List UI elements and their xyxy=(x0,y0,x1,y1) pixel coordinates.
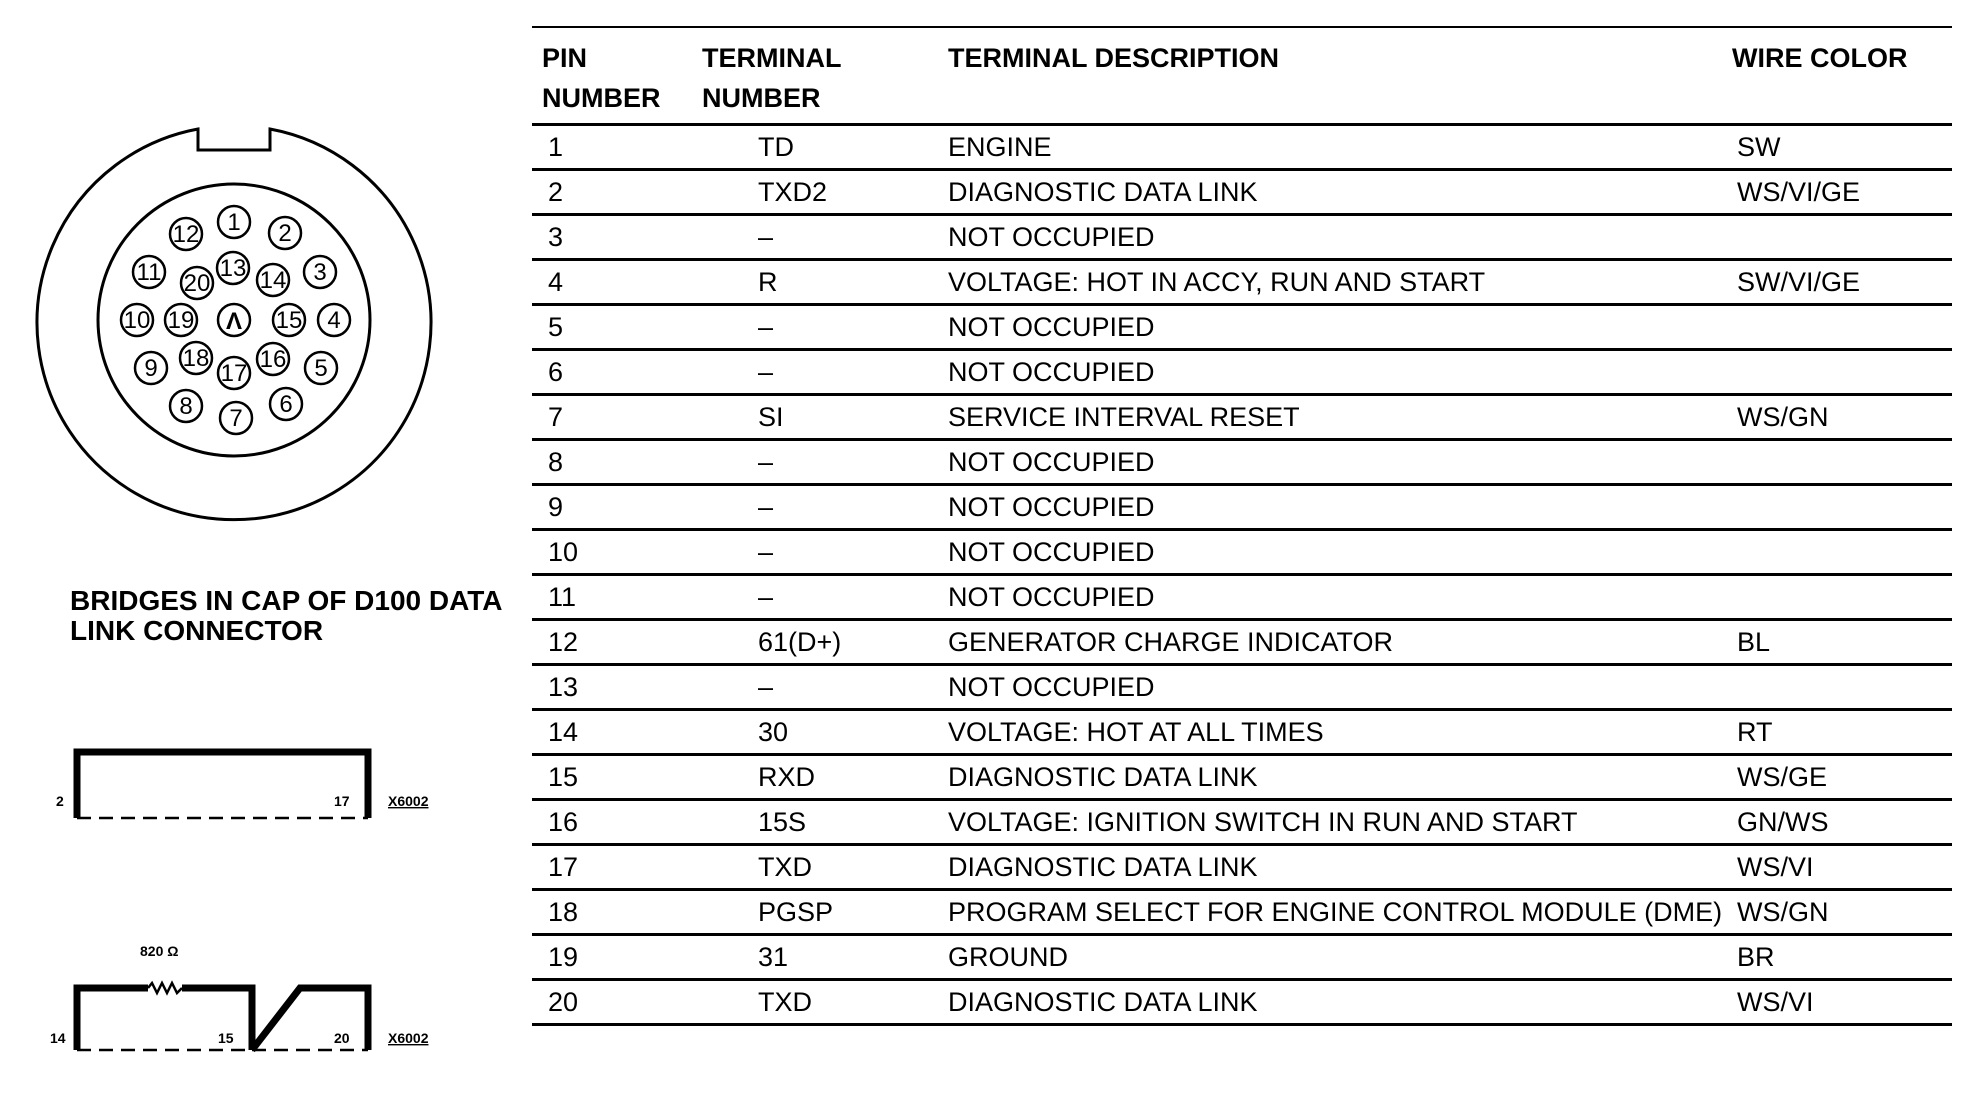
svg-text:15: 15 xyxy=(275,307,303,334)
svg-text:16: 16 xyxy=(259,346,287,373)
pin-17 xyxy=(218,357,250,389)
connector-pins xyxy=(121,206,350,434)
table-row xyxy=(532,801,1952,846)
terminal-number-cell: – xyxy=(758,582,774,612)
terminal-number-cell: R xyxy=(758,267,778,297)
table-row xyxy=(532,306,1952,351)
terminal-number-cell: – xyxy=(758,537,774,567)
svg-text:9: 9 xyxy=(144,355,158,382)
pin-15 xyxy=(273,304,305,336)
wire-color-cell: SW/VI/GE xyxy=(1737,267,1861,297)
header-pin-number: PIN NUMBER xyxy=(542,43,661,113)
terminal-number-cell: TXD xyxy=(758,987,812,1017)
pin-2 xyxy=(269,217,301,249)
terminal-description-cell: NOT OCCUPIED xyxy=(948,357,1155,387)
terminal-description-cell: VOLTAGE: HOT IN ACCY, RUN AND START xyxy=(948,267,1486,297)
pin-7 xyxy=(220,402,252,434)
pin-number-cell: 10 xyxy=(548,537,579,567)
terminal-number-cell: – xyxy=(758,672,774,702)
terminal-description-cell: GROUND xyxy=(948,942,1068,972)
pin-20 xyxy=(181,267,213,299)
pin-number-cell: 17 xyxy=(548,852,579,882)
svg-text:X6002: X6002 xyxy=(388,1030,429,1046)
pin-number-cell: 13 xyxy=(548,672,579,702)
pin-12 xyxy=(170,218,202,250)
svg-text:18: 18 xyxy=(182,345,210,372)
table-row xyxy=(532,621,1952,666)
center-key xyxy=(218,304,250,336)
svg-text:10: 10 xyxy=(123,307,151,334)
header-terminal-number: TERMINAL NUMBER xyxy=(702,43,842,113)
pin-9 xyxy=(135,352,167,384)
terminal-number-cell: RXD xyxy=(758,762,816,792)
table-row xyxy=(532,891,1952,936)
table-row xyxy=(532,216,1952,261)
pin-13 xyxy=(217,252,249,284)
svg-text:20: 20 xyxy=(334,1030,350,1046)
terminal-description-cell: DIAGNOSTIC DATA LINK xyxy=(948,987,1258,1017)
wire-color-cell: WS/GN xyxy=(1737,402,1829,432)
table-row xyxy=(532,531,1952,576)
bridges-note-line1: BRIDGES IN CAP OF D100 DATA xyxy=(70,585,503,616)
terminal-description-cell: GENERATOR CHARGE INDICATOR xyxy=(948,627,1394,657)
terminal-description-cell: VOLTAGE: HOT AT ALL TIMES xyxy=(948,717,1324,747)
terminal-number-cell: 15S xyxy=(758,807,807,837)
table-row xyxy=(532,846,1952,891)
terminal-number-cell: – xyxy=(758,312,774,342)
terminal-description-cell: ENGINE xyxy=(948,132,1052,162)
terminal-description-cell: NOT OCCUPIED xyxy=(948,312,1155,342)
svg-text:6: 6 xyxy=(279,391,293,418)
svg-text:8: 8 xyxy=(179,393,193,420)
pin-10 xyxy=(121,304,153,336)
svg-text:17: 17 xyxy=(334,793,350,809)
wire-color-cell: WS/GN xyxy=(1737,897,1829,927)
pin-number-cell: 2 xyxy=(548,177,564,207)
terminal-number-cell: 30 xyxy=(758,717,789,747)
pin-number-cell: 7 xyxy=(548,402,564,432)
pin-number-cell: 19 xyxy=(548,942,579,972)
pin-number-cell: 8 xyxy=(548,447,564,477)
terminal-number-cell: – xyxy=(758,357,774,387)
wire-color-cell: WS/GE xyxy=(1737,762,1828,792)
svg-text:3: 3 xyxy=(313,259,327,286)
pin-number-cell: 3 xyxy=(548,222,564,252)
svg-text:1: 1 xyxy=(227,209,241,236)
pin-assignment-table xyxy=(532,26,1952,1026)
terminal-description-cell: NOT OCCUPIED xyxy=(948,492,1155,522)
terminal-number-cell: – xyxy=(758,222,774,252)
terminal-number-cell: 31 xyxy=(758,942,789,972)
svg-text:11: 11 xyxy=(136,259,162,286)
bridges-note-line2: LINK CONNECTOR xyxy=(70,615,324,646)
pin-number-cell: 20 xyxy=(548,987,579,1017)
pin-number-cell: 9 xyxy=(548,492,564,522)
table-row xyxy=(532,126,1952,171)
pin-4 xyxy=(318,304,350,336)
bridge-14-15-20 xyxy=(50,943,429,1050)
svg-text:2: 2 xyxy=(56,793,64,809)
table-row xyxy=(532,666,1952,711)
pin-11 xyxy=(133,256,165,288)
terminal-description-cell: NOT OCCUPIED xyxy=(948,537,1155,567)
table-body xyxy=(532,126,1952,1026)
table-row xyxy=(532,756,1952,801)
pin-number-cell: 6 xyxy=(548,357,564,387)
table-row xyxy=(532,981,1952,1026)
pin-18 xyxy=(180,342,212,374)
terminal-description-cell: PROGRAM SELECT FOR ENGINE CONTROL MODULE (DME) xyxy=(948,897,1723,927)
terminal-number-cell: TD xyxy=(758,132,794,162)
terminal-number-cell: TXD2 xyxy=(758,177,828,207)
terminal-description-cell: NOT OCCUPIED xyxy=(948,222,1155,252)
svg-text:17: 17 xyxy=(220,360,248,387)
terminal-number-cell: PGSP xyxy=(758,897,834,927)
terminal-description-cell: SERVICE INTERVAL RESET xyxy=(948,402,1300,432)
wire-color-cell: GN/WS xyxy=(1737,807,1829,837)
terminal-description-cell: DIAGNOSTIC DATA LINK xyxy=(948,762,1258,792)
svg-text:12: 12 xyxy=(172,221,200,248)
svg-text:820 Ω: 820 Ω xyxy=(140,943,179,959)
terminal-number-cell: 61(D+) xyxy=(758,627,842,657)
pin-5 xyxy=(305,352,337,384)
terminal-number-cell: TXD xyxy=(758,852,812,882)
svg-text:14: 14 xyxy=(50,1030,66,1046)
svg-text:5: 5 xyxy=(314,355,328,382)
pin-number-cell: 14 xyxy=(548,717,579,747)
terminal-description-cell: DIAGNOSTIC DATA LINK xyxy=(948,852,1258,882)
pin-number-cell: 1 xyxy=(548,132,564,162)
table-row xyxy=(532,396,1952,441)
table-row xyxy=(532,711,1952,756)
bridge-2-17 xyxy=(56,752,429,818)
table-row xyxy=(532,441,1952,486)
wire-color-cell: RT xyxy=(1737,717,1773,747)
wire-color-cell: SW xyxy=(1737,132,1781,162)
svg-text:Λ: Λ xyxy=(225,308,243,335)
header-wire-color: WIRE COLOR xyxy=(1732,43,1908,73)
wire-color-cell: WS/VI xyxy=(1737,987,1814,1017)
pin-16 xyxy=(257,343,289,375)
svg-text:X6002: X6002 xyxy=(388,793,429,809)
table-row xyxy=(532,936,1952,981)
pin-3 xyxy=(304,256,336,288)
svg-text:2: 2 xyxy=(278,220,292,247)
svg-text:19: 19 xyxy=(167,307,195,334)
pin-number-cell: 18 xyxy=(548,897,579,927)
pin-number-cell: 4 xyxy=(548,267,564,297)
table-row xyxy=(532,351,1952,396)
terminal-number-cell: – xyxy=(758,492,774,522)
pin-1 xyxy=(218,206,250,238)
svg-text:20: 20 xyxy=(183,270,211,297)
pin-19 xyxy=(165,304,197,336)
table-row xyxy=(532,171,1952,216)
header-terminal-description: TERMINAL DESCRIPTION xyxy=(948,43,1280,73)
terminal-number-cell: SI xyxy=(758,402,784,432)
svg-text:7: 7 xyxy=(229,405,243,432)
terminal-description-cell: NOT OCCUPIED xyxy=(948,582,1155,612)
table-row xyxy=(532,261,1952,306)
svg-text:14: 14 xyxy=(259,267,287,294)
pin-14 xyxy=(257,264,289,296)
wire-color-cell: WS/VI xyxy=(1737,852,1814,882)
wire-color-cell: WS/VI/GE xyxy=(1737,177,1861,207)
svg-text:4: 4 xyxy=(327,307,341,334)
wire-color-cell: BR xyxy=(1737,942,1775,972)
terminal-number-cell: – xyxy=(758,447,774,477)
pin-8 xyxy=(170,390,202,422)
terminal-description-cell: NOT OCCUPIED xyxy=(948,447,1155,477)
pin-6 xyxy=(270,388,302,420)
pin-number-cell: 12 xyxy=(548,627,579,657)
table-row xyxy=(532,486,1952,531)
wire-color-cell: BL xyxy=(1737,627,1771,657)
pin-number-cell: 5 xyxy=(548,312,564,342)
pin-number-cell: 15 xyxy=(548,762,579,792)
pin-number-cell: 11 xyxy=(548,582,577,612)
table-row xyxy=(532,576,1952,621)
pin-number-cell: 16 xyxy=(548,807,579,837)
table-header xyxy=(532,26,1952,126)
terminal-description-cell: DIAGNOSTIC DATA LINK xyxy=(948,177,1258,207)
terminal-description-cell: VOLTAGE: IGNITION SWITCH IN RUN AND START xyxy=(948,807,1578,837)
svg-text:15: 15 xyxy=(218,1030,234,1046)
svg-text:13: 13 xyxy=(219,255,247,282)
terminal-description-cell: NOT OCCUPIED xyxy=(948,672,1155,702)
